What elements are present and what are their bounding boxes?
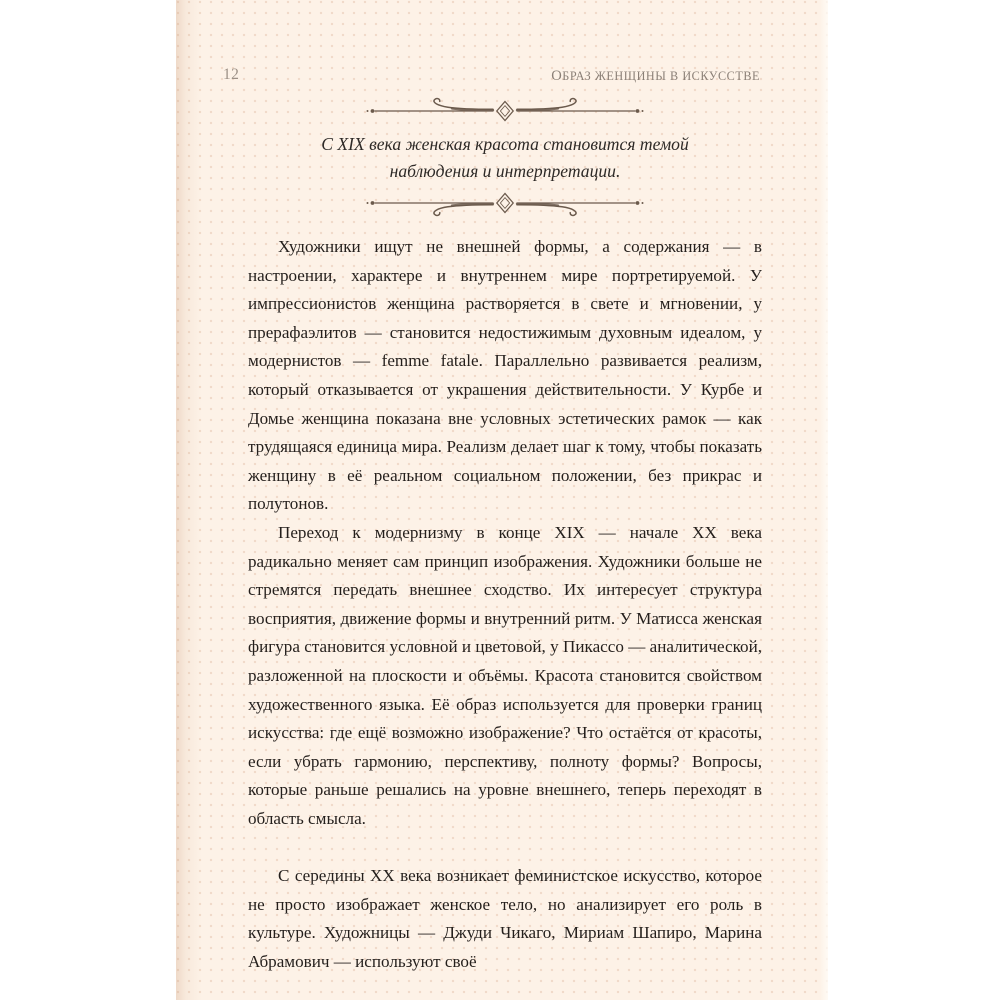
running-head-rest: БРАЗ ЖЕНЩИНЫ В ИСКУССТВЕ (562, 69, 760, 83)
text-block (223, 0, 762, 1000)
book-page-sheet (176, 0, 828, 1000)
running-head-initial: О (551, 68, 563, 84)
epigraph-text: С XIX века женская красота становится темой наблюдения и интерпретации. (321, 134, 689, 181)
ornament-divider-top (364, 94, 646, 128)
running-header (223, 66, 762, 86)
page-number: 12 (223, 66, 240, 83)
page-gutter-shadow (176, 0, 202, 1000)
page-right-edge-highlight (820, 0, 828, 1000)
paragraph: Переход к модернизму в конце XIX — начале XX века радикально меняет сам принцип изображения. Художники больше не стремятся передать внешнее сходство. Их интересует структура восприятия, движение формы и внутренний ритм. У Матисса женская фигура становится условной и цветовой, у Пикассо — аналитической, разложенной на плоскости и объёмы. Красота становится свойством художественного языка. Её образ используется для проверки границ искусства: где ещё возможно изображение? Что остаётся от красоты, если убрать гармонию, перспективу, полноту формы? Вопросы, которые раньше решались на уровне внешнего, теперь переходят в область смысла. (248, 522, 762, 828)
ornament-divider-bottom (364, 186, 646, 220)
running-head-title (551, 68, 760, 85)
body-text (248, 233, 762, 976)
paragraph: С середины XX века возникает феминистское искусство, которое не просто изображает женское тело, но анализирует его роль в культуре. Художницы — Джуди Чикаго, Мириам Шапиро, Марина Абрамович — используют своё (248, 866, 762, 971)
paragraph: Художники ищут не внешней формы, а содержания — в настроении, характере и внутреннем мире портретируемой. У импрессионистов женщина растворяется в свете и мгновении, у прерафаэлитов — становится недостижимым духовным идеалом, у модернистов — femme fatale. Параллельно развивается реализм, который отказывается от украшения действительности. У Курбе и Домье женщина показана вне условных эстетических рамок — как трудящаяся единица мира. Реализм делает шаг к тому, чтобы показать женщину в её реальном социальном положении, без прикрас и полутонов. (248, 237, 762, 514)
